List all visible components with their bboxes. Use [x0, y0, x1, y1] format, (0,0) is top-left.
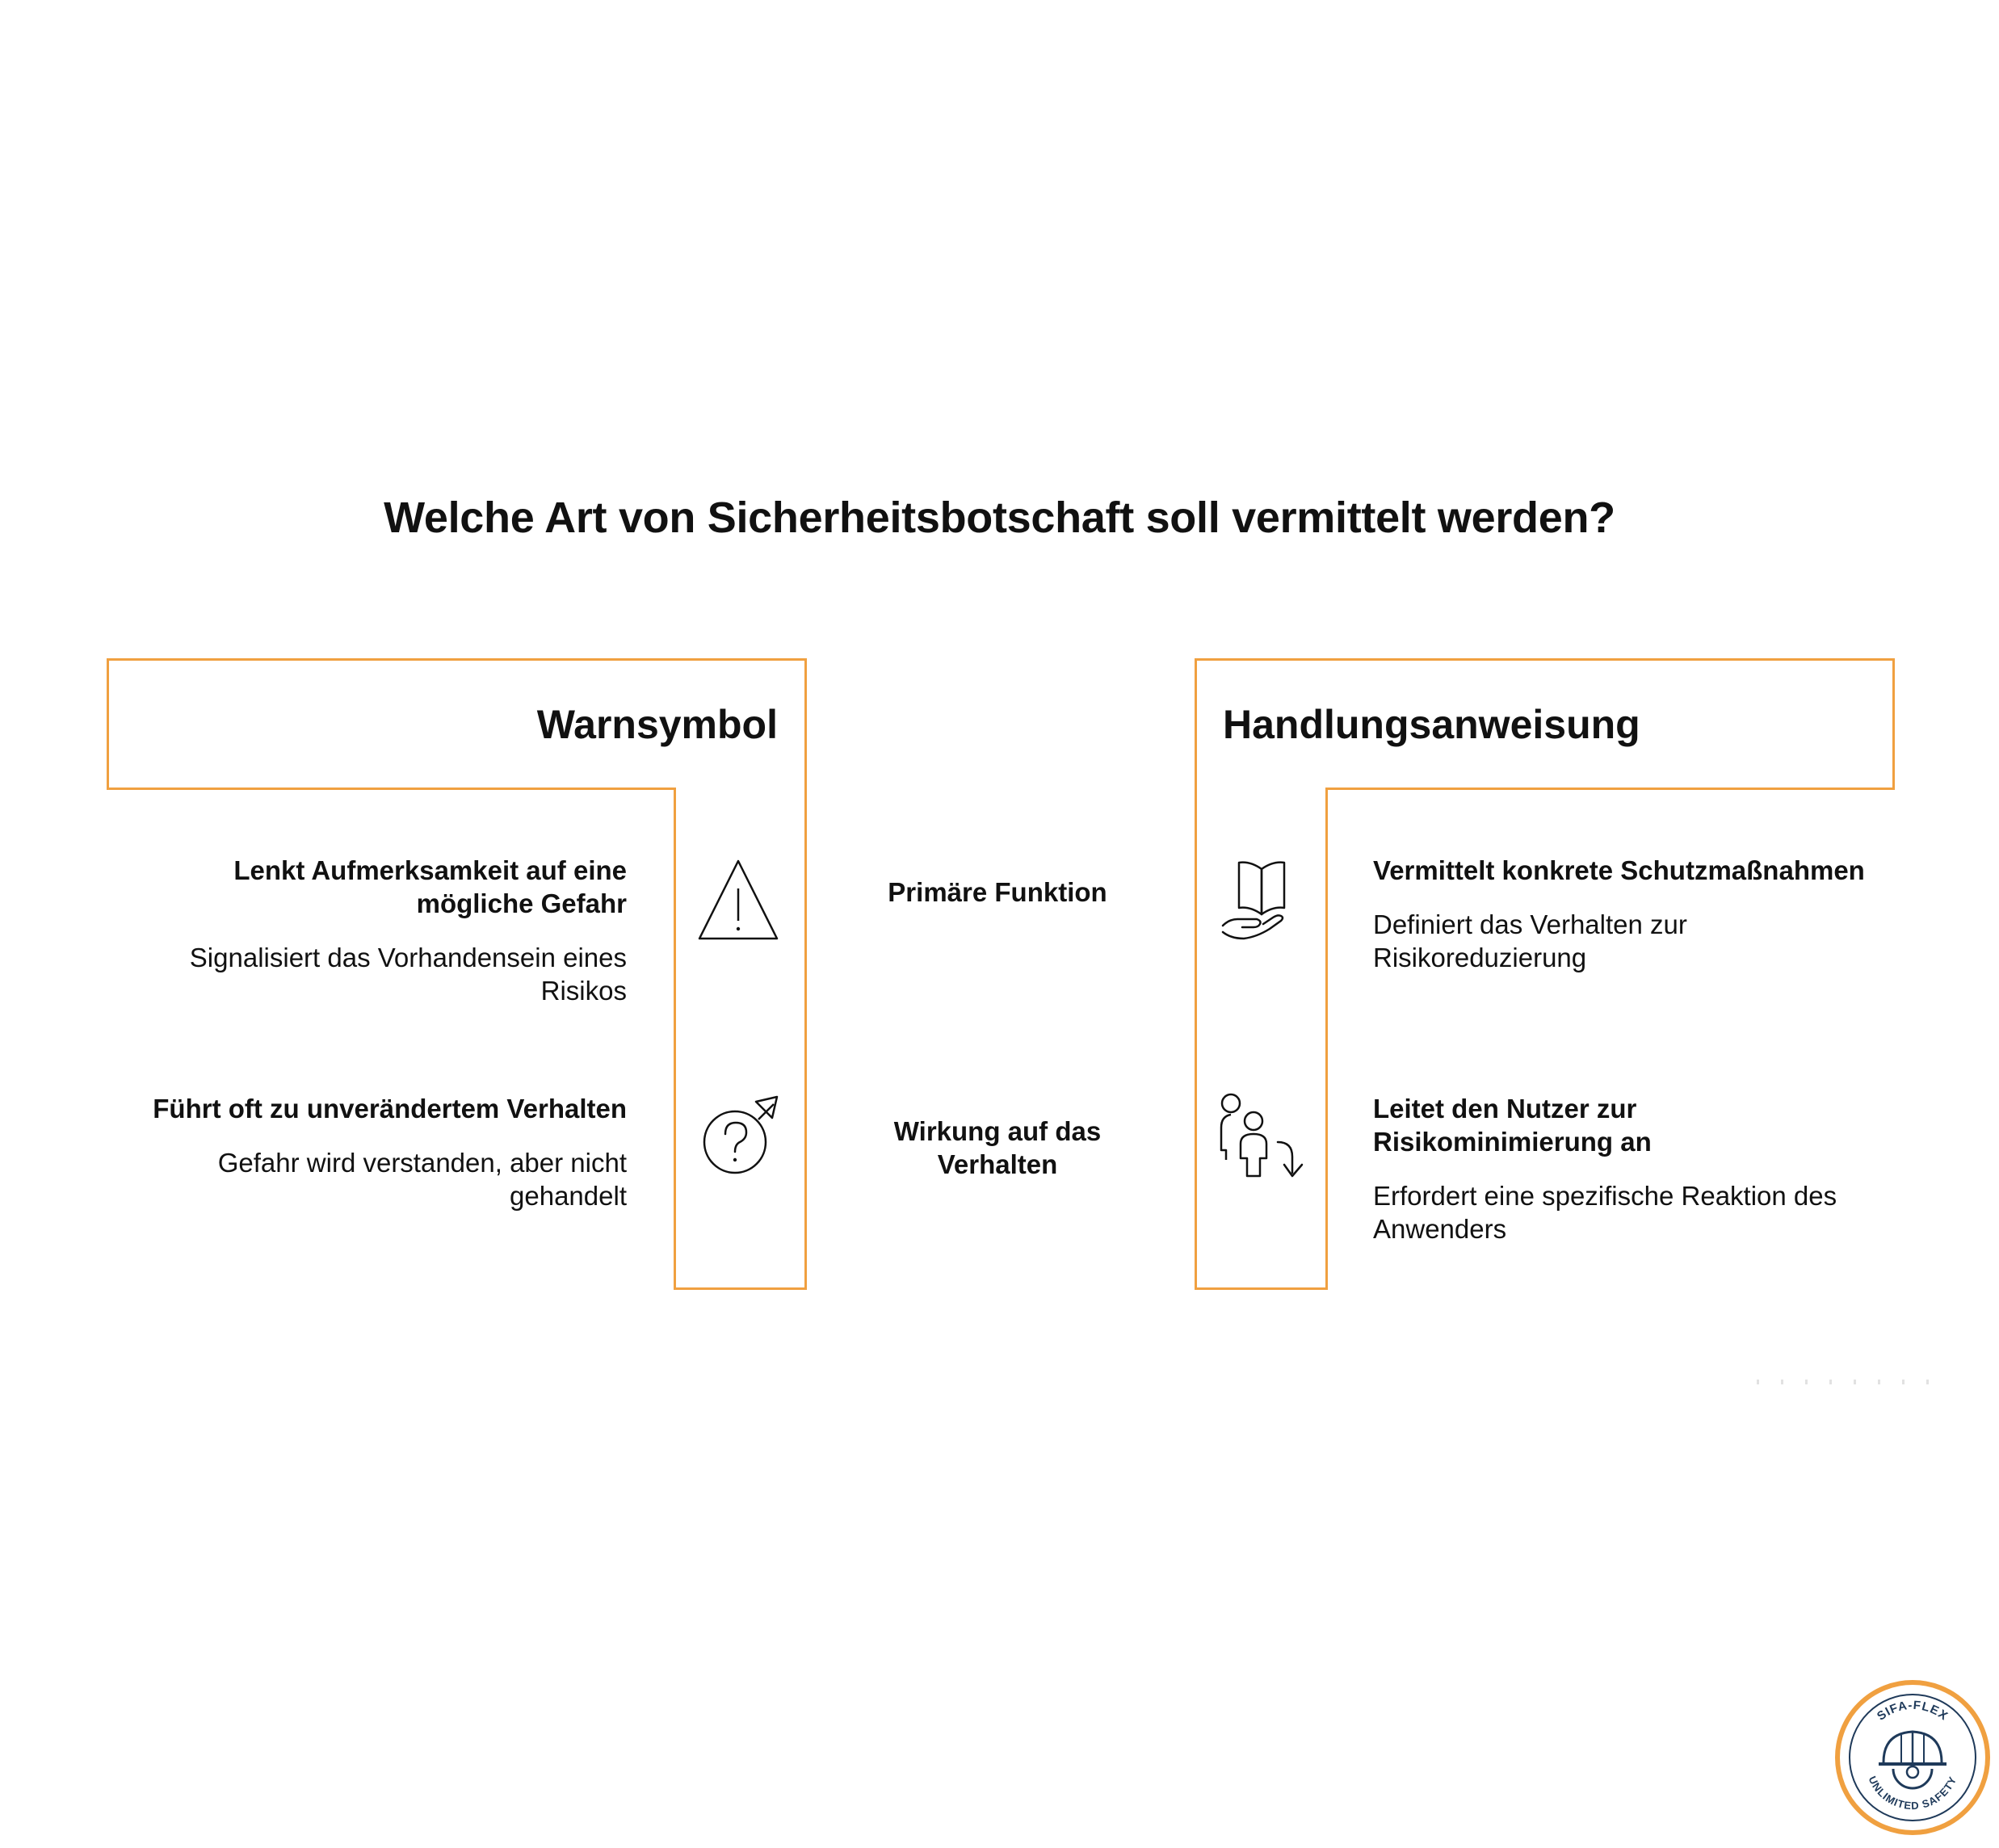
logo-bottom-text: UNLIMITED SAFETY: [1866, 1774, 1959, 1812]
warnsymbol-heading: Warnsymbol: [536, 702, 778, 747]
left-row-1-title: Lenkt Aufmerksamkeit auf eine mögliche Gefahr: [233, 855, 627, 918]
right-row-1: [1373, 854, 1890, 974]
logo-top-text: SIFA-FLEX: [1874, 1698, 1951, 1724]
sifa-flex-logo: [1833, 1678, 1992, 1837]
book-on-hand-icon: [1220, 851, 1304, 943]
right-row-2-title: Leitet den Nutzer zur Risikominimierung an: [1373, 1094, 1652, 1157]
question-circle-arrow-icon: [699, 1094, 783, 1178]
right-row-1-text: Definiert das Verhalten zur Risikoreduzierung: [1373, 909, 1687, 972]
page-title: Welche Art von Sicherheitsbotschaft soll vermittelt werden?: [384, 494, 1615, 542]
right-row-1-title: Vermittelt konkrete Schutzmaßnahmen: [1373, 855, 1865, 885]
warning-triangle-icon: [696, 858, 780, 942]
people-redirect-icon: [1216, 1092, 1310, 1182]
middle-label-behavior-effect: Wirkung auf das Verhalten: [893, 1116, 1102, 1179]
warnsymbol-header-box: [107, 658, 807, 790]
faint-dots-decoration: [1757, 1380, 1951, 1384]
right-row-2-text: Erfordert eine spezifische Reaktion des Anwenders: [1373, 1181, 1837, 1244]
left-row-2-text: Gefahr wird verstanden, aber nicht gehandelt: [217, 1148, 627, 1211]
right-row-2: [1373, 1092, 1890, 1245]
left-row-2-title: Führt oft zu unverändertem Verhalten: [153, 1094, 627, 1124]
handlungsanweisung-header-box: [1195, 658, 1895, 790]
handlungsanweisung-heading: Handlungsanweisung: [1223, 702, 1640, 747]
left-row-2: [129, 1092, 627, 1212]
left-row-1: [129, 854, 627, 1007]
middle-label-primary-function: Primäre Funktion: [888, 877, 1107, 907]
left-row-1-text: Signalisiert das Vorhandensein eines Risikos: [189, 943, 627, 1006]
